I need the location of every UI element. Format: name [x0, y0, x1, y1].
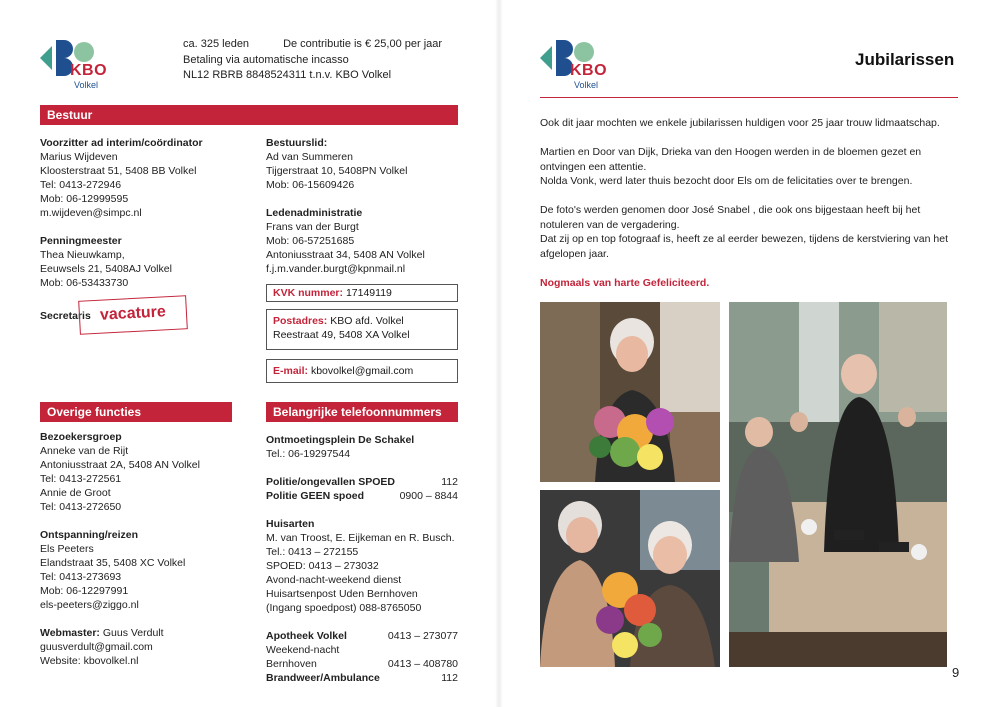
police-emergency-number: 112 — [441, 476, 458, 488]
visitors-line: Anneke van de Rijt — [40, 445, 129, 457]
meeting-tel: Tel.: 06-19297544 — [266, 448, 351, 460]
board-member-line: Ad van Summeren — [266, 151, 353, 163]
postal-box — [266, 309, 458, 350]
other-functions-column — [40, 430, 250, 668]
chair-line: Mob: 06-12999595 — [40, 193, 129, 205]
members-admin-line: Mob: 06-57251685 — [266, 235, 355, 247]
payment-method: Betaling via automatische incasso — [183, 53, 349, 66]
email-box — [266, 359, 458, 383]
postal-line1: KBO afd. Volkel — [330, 315, 404, 327]
contribution: De contributie is € 25,00 per jaar — [283, 38, 443, 50]
board-member-title: Bestuurslid: — [266, 137, 328, 149]
visitors-line: Annie de Groot — [40, 487, 111, 499]
logo-brand: KBO — [570, 62, 608, 79]
gp-line: (Ingang spoedpost) 088-8765050 — [266, 602, 422, 614]
member-count: ca. 325 leden — [183, 38, 250, 50]
email-label: E-mail: — [273, 365, 309, 377]
members-admin-line: Antoniusstraat 34, 5408 AN Volkel — [266, 249, 425, 261]
kbo-logo-right — [540, 38, 620, 94]
board-member-line: Tijgerstraat 10, 5408PN Volkel — [266, 165, 408, 177]
paragraph: Martien en Door van Dijk, Drieka van den Hoogen werden in de bloemen gezet en ontvingen een attentie. Nolda Vonk, werd later thuis bezocht door Els om de felicitaties over te brengen. — [540, 146, 922, 187]
website[interactable]: Website: kbovolkel.nl — [40, 655, 139, 667]
paragraph: De foto's werden genomen door José Snabel , die ook ons bijgestaan heeft bij het notuleren van de vergadering. Dat zij op en top fotograaf is, heeft ze al eerder bewezen, tijdens de kerstviering van het afgelopen jaar. — [540, 204, 948, 260]
meeting-title: Ontmoetingsplein De Schakel — [266, 434, 415, 446]
photo-jubilarian-flowers-1 — [540, 302, 720, 482]
police-nonemergency-number: 0900 – 8844 — [399, 490, 458, 502]
webmaster-label: Webmaster: — [40, 627, 100, 639]
members-admin-title: Ledenadministratie — [266, 207, 363, 219]
leisure-line: Els Peeters — [40, 543, 94, 555]
logo-place: Volkel — [574, 80, 599, 90]
members-admin-email[interactable]: f.j.m.vander.burgt@kpnmail.nl — [266, 263, 406, 275]
gp-line: SPOED: 0413 – 273032 — [266, 560, 379, 572]
board-member-line: Mob: 06-15609426 — [266, 179, 355, 191]
visitors-line: Tel: 0413-272650 — [40, 501, 122, 513]
gp-line: Tel.: 0413 – 272155 — [266, 546, 359, 558]
visitors-line: Tel: 0413-272561 — [40, 473, 122, 485]
photo-jubilarian-flowers-2 — [540, 490, 720, 667]
vacancy-stamp: vacature — [78, 295, 188, 335]
chair-email[interactable]: m.wijdeven@simpc.nl — [40, 207, 142, 219]
visitors-title: Bezoekersgroep — [40, 431, 122, 443]
other-functions-header: Overige functies — [40, 402, 232, 422]
secretary-text: Secretaris — [40, 310, 91, 322]
phones-header: Belangrijke telefoonnummers — [266, 402, 458, 422]
gp-title: Huisarten — [266, 518, 315, 530]
chair-line: Marius Wijdeven — [40, 151, 118, 163]
closing-line: Nogmaals van harte Gefeliciteerd. — [540, 276, 710, 289]
leisure-title: Ontspanning/reizen — [40, 529, 139, 541]
kvk-value: 17149119 — [345, 287, 392, 299]
leisure-line: Tel: 0413-273693 — [40, 571, 122, 583]
visitors-line: Antoniusstraat 2A, 5408 AN Volkel — [40, 459, 200, 471]
weekend-night: Weekend-nacht — [266, 644, 340, 656]
page-title: Jubilarissen — [855, 50, 955, 69]
postal-line2: Reestraat 49, 5408 XA Volkel — [273, 329, 410, 341]
gp-line: Huisartsenpost Uden Bernhoven — [266, 588, 418, 600]
bestuur-right-column — [266, 136, 466, 276]
police-nonemergency-label: Politie GEEN spoed — [266, 490, 365, 502]
chair-line: Kloosterstraat 51, 5408 BB Volkel — [40, 165, 197, 177]
treasurer-line: Eeuwsels 21, 5408AJ Volkel — [40, 263, 172, 275]
treasurer-title: Penningmeester — [40, 235, 122, 247]
leisure-email[interactable]: els-peeters@ziggo.nl — [40, 599, 139, 611]
kbo-logo — [40, 38, 120, 94]
webmaster-name: Guus Verdult — [102, 627, 164, 639]
police-nonemergency-row — [266, 489, 458, 503]
email-value[interactable]: kbovolkel@gmail.com — [310, 365, 414, 377]
gp-line: Avond-nacht-weekend dienst — [266, 574, 402, 586]
bernhoven-label: Bernhoven — [266, 658, 317, 670]
bernhoven-row — [266, 657, 458, 671]
bernhoven-number: 0413 – 408780 — [387, 658, 458, 670]
pharmacy-number: 0413 – 273077 — [387, 630, 458, 642]
kvk-label: KVK nummer: — [273, 287, 344, 299]
chair-title: Voorzitter ad interim/coördinator — [40, 137, 203, 149]
leisure-line: Elandstraat 35, 5408 XC Volkel — [40, 557, 186, 569]
postal-label: Postadres: — [273, 315, 328, 327]
paragraph: Ook dit jaar mochten we enkele jubilarissen huldigen voor 25 jaar trouw lidmaatschap. — [540, 117, 940, 129]
membership-info — [183, 37, 442, 84]
photo-ceremony-room — [729, 302, 947, 667]
article-body — [540, 116, 950, 305]
page-number: 9 — [952, 665, 960, 680]
logo-place: Volkel — [74, 80, 99, 90]
treasurer-line: Thea Nieuwkamp, — [40, 249, 125, 261]
pharmacy-row — [266, 629, 458, 643]
chair-line: Tel: 0413-272946 — [40, 179, 122, 191]
logo-brand: KBO — [70, 62, 108, 79]
treasurer-line: Mob: 06-53433730 — [40, 277, 129, 289]
gp-line: M. van Troost, E. Eijkeman en R. Busch. — [266, 532, 455, 544]
title-divider — [540, 97, 958, 98]
bestuur-left-column — [40, 136, 250, 290]
police-emergency-label: Politie/ongevallen SPOED — [266, 476, 395, 488]
members-admin-line: Frans van der Burgt — [266, 221, 359, 233]
kvk-box — [266, 284, 458, 302]
phones-column — [266, 433, 458, 685]
iban: NL12 RBRB 8848524311 t.n.v. KBO Volkel — [183, 69, 392, 81]
police-emergency-row — [266, 475, 458, 489]
fire-ambulance-number: 112 — [441, 672, 458, 684]
bestuur-header: Bestuur — [40, 105, 458, 125]
webmaster-email[interactable]: guusverdult@gmail.com — [40, 641, 153, 653]
fire-ambulance-label: Brandweer/Ambulance — [266, 672, 380, 684]
pharmacy-label: Apotheek Volkel — [266, 630, 347, 642]
fire-ambulance-row — [266, 671, 458, 685]
leisure-line: Mob: 06-12297991 — [40, 585, 129, 597]
